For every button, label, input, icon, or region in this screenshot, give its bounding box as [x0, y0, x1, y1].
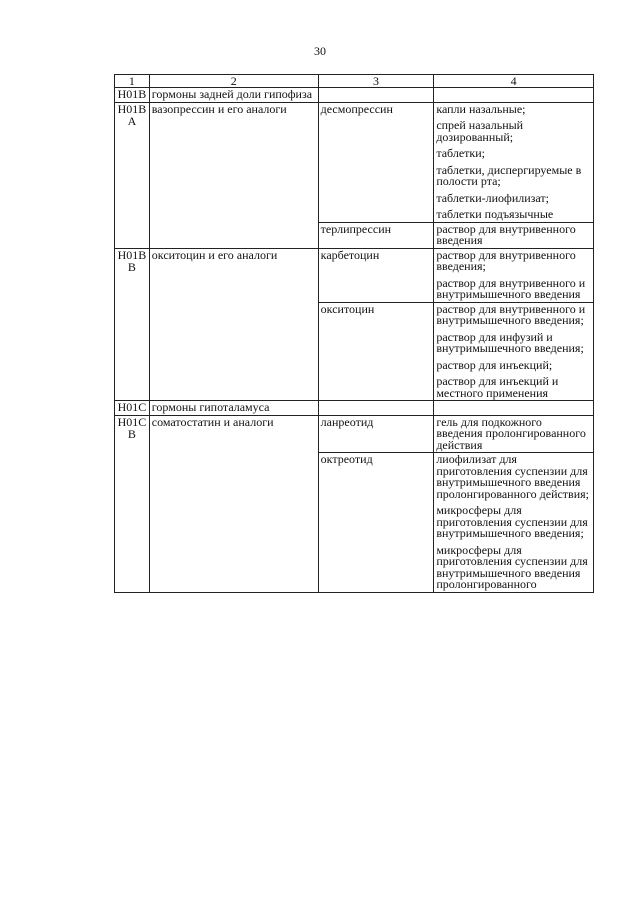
- dosage-form: таблетки-лиофилизат;: [436, 190, 549, 205]
- table-row: [115, 248, 594, 302]
- drug-name: десмопрессин: [320, 101, 393, 116]
- dosage-form: гель для подкожного введения пролонгированного действия: [436, 414, 586, 452]
- group-name: окситоцин и его аналоги: [151, 247, 278, 262]
- dosage-form: микросферы для приготовления суспензии для внутримышечного введения;: [436, 503, 588, 540]
- dosage-form: раствор для инъекций;: [436, 357, 553, 372]
- dosage-form-cell: [434, 401, 594, 416]
- table-row: [115, 401, 594, 416]
- dosage-form: таблетки подъязычные: [436, 207, 554, 221]
- atc-code-cell: [115, 248, 150, 401]
- dosage-form-cell: [434, 222, 594, 248]
- page-number: 30: [314, 44, 326, 58]
- dosage-form: таблетки, диспергируемые в полости рта;: [436, 162, 582, 188]
- dosage-form: таблетки;: [436, 146, 485, 160]
- atc-code: H01B: [117, 101, 147, 116]
- group-name: вазопрессин и его аналоги: [151, 101, 287, 116]
- dosage-form: раствор для внутривенного и внутримышечного введения: [436, 275, 586, 301]
- group-name-cell: [149, 88, 318, 103]
- dosage-form-cell: [434, 102, 594, 222]
- drug-name: октреотид: [320, 452, 373, 466]
- atc-code-cell: [115, 102, 150, 248]
- column-header: 3: [318, 75, 434, 88]
- group-name-cell: [149, 248, 318, 401]
- atc-code-cell: [115, 88, 150, 103]
- atc-code-cell: [115, 401, 150, 416]
- column-header: 4: [434, 75, 594, 88]
- drug-name-cell: [318, 401, 434, 416]
- dosage-form: раствор для инъекций и местного применения: [436, 374, 559, 400]
- drug-name: терлипрессин: [320, 221, 392, 236]
- dosage-form-cell: [434, 302, 594, 401]
- group-name-cell: [149, 102, 318, 248]
- dosage-form-cell: [434, 415, 594, 453]
- drug-name-cell: [318, 88, 434, 103]
- dosage-form: раствор для инфузий и внутримышечного введения;: [436, 329, 584, 355]
- atc-code: H01B: [117, 87, 147, 101]
- dosage-form: раствор для внутривенного и внутримышечного введения;: [436, 301, 586, 327]
- table-row: [115, 88, 594, 103]
- drug-name-cell: [318, 248, 434, 302]
- group-name: соматостатин и аналоги: [151, 414, 274, 429]
- atc-code: B: [127, 260, 136, 274]
- atc-code-cell: [115, 415, 150, 592]
- column-header: 2: [149, 75, 318, 88]
- drug-name-cell: [318, 222, 434, 248]
- dosage-form: раствор для внутривенного введения: [436, 221, 576, 247]
- group-name-cell: [149, 401, 318, 416]
- dosage-form: спрей назальный дозированный;: [436, 118, 524, 144]
- drug-name: карбетоцин: [320, 247, 380, 262]
- dosage-form-cell: [434, 453, 594, 593]
- atc-code: H01B: [117, 247, 147, 262]
- table-row: [115, 415, 594, 453]
- atc-code: H01C: [117, 400, 147, 414]
- dosage-form: капли назальные;: [436, 101, 526, 116]
- column-header-row: [115, 75, 594, 88]
- dosage-form: лиофилизат для приготовления суспензии для внутримышечного введения пролонгированного действия;: [436, 452, 589, 501]
- atc-code: H01C: [117, 414, 147, 429]
- dosage-form-cell: [434, 248, 594, 302]
- dosage-form: микросферы для приготовления суспензии для внутримышечного введения пролонгированного: [436, 542, 588, 591]
- column-header: 1: [115, 75, 150, 88]
- drug-name-cell: [318, 415, 434, 453]
- dosage-form-cell: [434, 88, 594, 103]
- drug-name-cell: [318, 453, 434, 593]
- atc-code: B: [127, 427, 136, 441]
- drug-name-cell: [318, 102, 434, 222]
- group-name-cell: [149, 415, 318, 592]
- atc-code: A: [127, 114, 137, 128]
- drug-name: ланреотид: [320, 414, 374, 429]
- drug-table: [114, 74, 594, 593]
- drug-name-cell: [318, 302, 434, 401]
- drug-name: окситоцин: [320, 301, 375, 316]
- dosage-form: раствор для внутривенного введения;: [436, 247, 576, 273]
- table-row: [115, 102, 594, 222]
- group-name: гормоны гипоталамуса: [151, 400, 270, 414]
- group-name: гормоны задней доли гипофиза: [151, 87, 313, 101]
